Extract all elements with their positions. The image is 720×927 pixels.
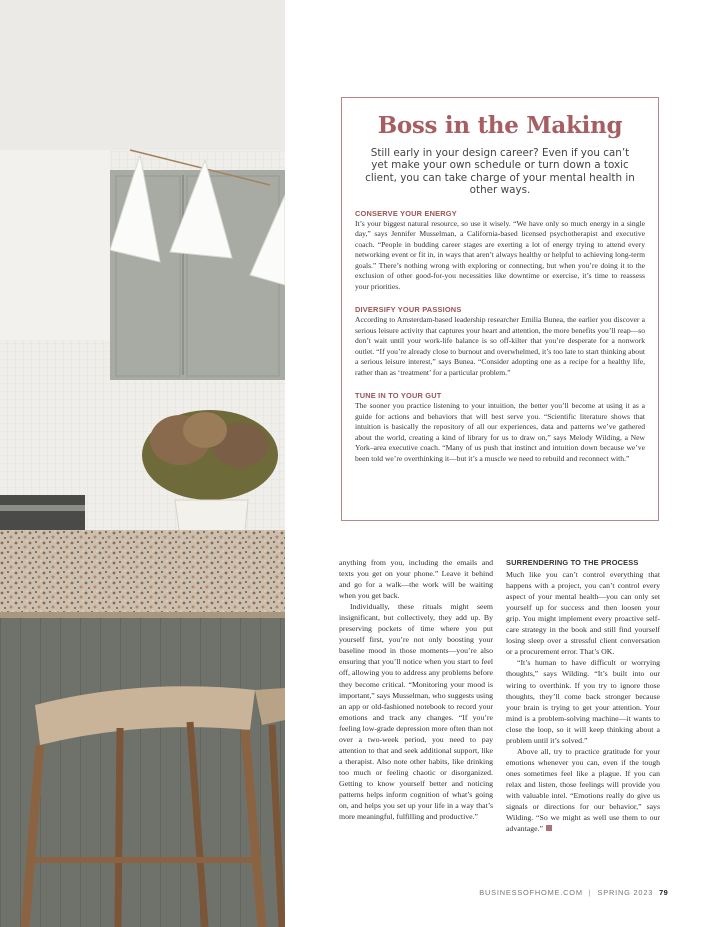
sidebar-intro: Still early in your design career? Even if you can’t yet make your own schedule or turn down a toxic client, you can take charge of your mental health in other ways. xyxy=(365,147,635,197)
body-column-1 xyxy=(339,557,493,822)
paragraph: Much like you can’t control everything that happens with a project, you can’t control every aspect of your mental health—you can only set yourself up for success and then loosen your grip. You might implement every proactive self-care strategy in the book and still find yourself losing sleep over a stressful client conversation or a procurement error. That’s OK. xyxy=(506,570,660,657)
section-text: According to Amsterdam-based leadership researcher Emilia Bunea, the earlier you discover a serious leisure activity that captures your heart and attention, the more benefits you’ll reap—so don’t wait until your work-life balance is so off-kilter that you’re desperate for a nonwork outlet. “If you’re already close to burnout and overwhelmed, it’s too late to start thinking about a serious leisure interest,” says Bunea. “Consider adopting one as a recipe for a healthy life, rather than as ‘treatment’ for a particular problem.” xyxy=(355,315,645,377)
body-column-2 xyxy=(506,557,660,834)
section-heading: TUNE IN TO YOUR GUT xyxy=(355,391,442,401)
section-heading: CONSERVE YOUR ENERGY xyxy=(355,208,457,218)
paragraph: anything from you, including the emails and texts you get on your phone.” Leave it behind and go for a walk—the work will be waiting when you get back. xyxy=(339,558,493,601)
paragraph: “It’s human to have difficult or worrying thoughts,” says Wilding. “It’s built into our wiring to overthink. If you try to ignore those thoughts, they’ll come back stronger because your brain is trying to get your attention. Your mind is a problem-solving machine—it wants to close the loop, so it will keep thinking about a problem until it’s solved.” xyxy=(506,658,660,745)
kitchen-photo xyxy=(0,0,285,927)
section-text: The sooner you practice listening to your intuition, the better you’ll become at using it as a guide for actions and behaviors that will best serve you. “Scientific literature shows that intuition is basically the repository of all our experiences, data and patterns we’ve gathered about the world, creating a kind of library for us to draw on,” says Melody Wilding, a New York–area executive coach. “Many of us push that instinct and intuition down because we’ve been told we’re overthinking it—but it’s a muscle we need to rebuild and reconnect with.” xyxy=(355,401,645,463)
page-number: 79 xyxy=(659,888,668,897)
end-mark-icon xyxy=(546,825,552,831)
section-text: It’s your biggest natural resource, so use it wisely. “We have only so much energy in a single day,” says Jennifer Musselman, a California-based licensed psychotherapist and executive coach. “People in budding career stages are exerting a lot of energy trying to attend every networking event or fit in, in ways that aren’t always healthy or helpful to achieving long-term goals.” There’s nothing wrong with exploring or connecting, but when you’re doing it to the exclusion of other good-for-you necessities like downtime or exercise, it’s time to reassess your priorities. xyxy=(355,218,645,291)
section-heading: DIVERSIFY YOUR PASSIONS xyxy=(355,305,462,315)
footer-issue: SPRING 2023 xyxy=(597,888,654,897)
page-footer xyxy=(479,888,668,897)
paragraph-last xyxy=(506,746,660,834)
sidebar-title: Boss in the Making xyxy=(377,112,623,139)
paragraph-text: Above all, try to practice gratitude for your emotions whenever you can, even if the tough ones sometimes feel like a plague. If you can relax and listen, those feelings will provide you with valuable intel. “Emotions really do give us signals or directions for our behavior,” says Wilding. “So we might as well use them to our advantage.” xyxy=(506,746,660,834)
section-heading: SURRENDERING TO THE PROCESS xyxy=(506,558,639,567)
sidebar-box xyxy=(341,97,659,521)
sidebar-section xyxy=(355,305,645,378)
paragraph: Individually, these rituals might seem insignificant, but collectively, they add up. By preserving pockets of time where you put yourself first, you’re not only boosting your baseline mood in those moments—you’re also ensuring that you’ll notice when you start to feel off, allowing you to address any problems before they become critical. “Monitoring your mood is important,” says Musselman, who suggests using an app or old-fashioned notebook to record your emotions and track any changes. “If you’re feeling low-grade depression more often than not over a two-week period, you need to pay attention to that and seek additional support, like a therapist. Also note other habits, like drinking too much or feeling chaotic or disorganized. Getting to know yourself better and noticing patterns helps inform cognition of what’s going on, and helps you set up your life in a way that’s more meaningful, fulfilling and productive.” xyxy=(339,602,493,822)
sidebar-section xyxy=(355,391,645,464)
footer-site: BUSINESSOFHOME.COM xyxy=(479,888,583,897)
sidebar-section xyxy=(355,209,645,293)
footer-separator: | xyxy=(588,888,592,897)
